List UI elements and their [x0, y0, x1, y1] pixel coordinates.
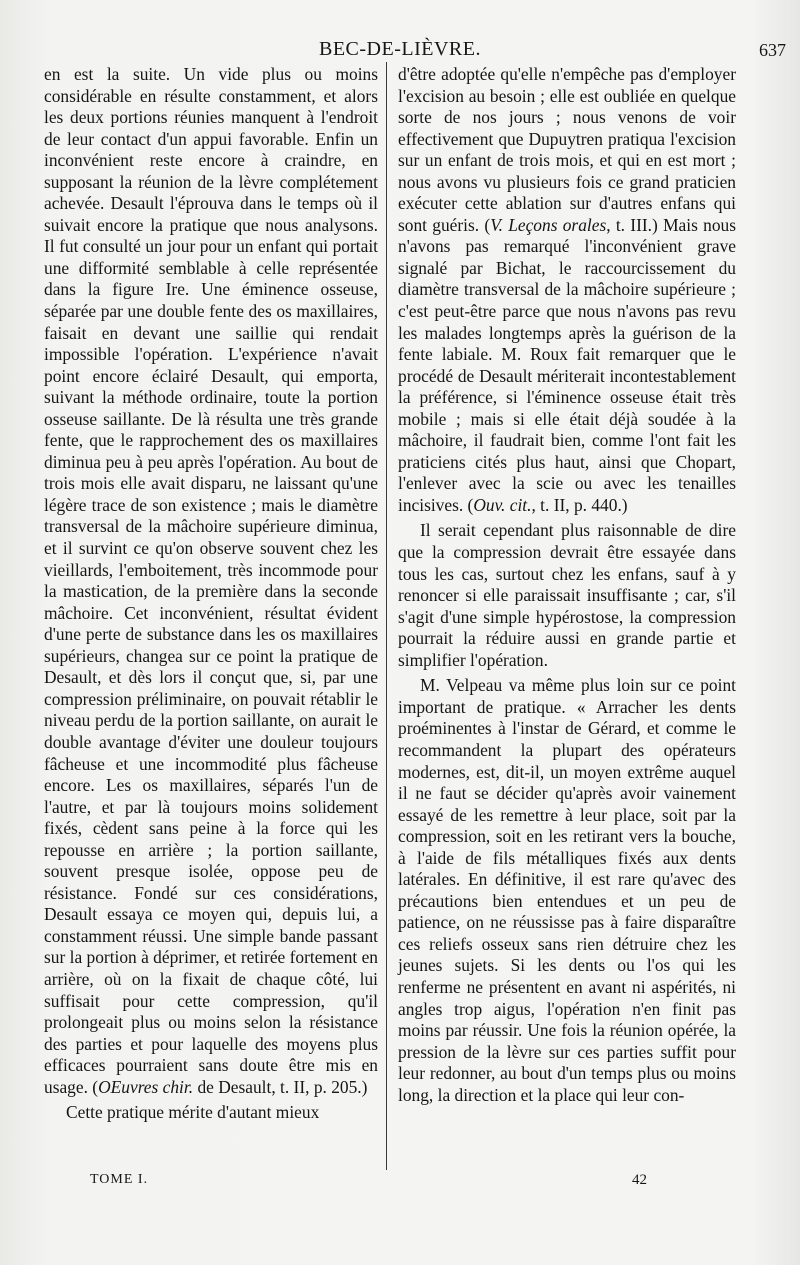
column-rule — [386, 62, 387, 1170]
citation-ref: de Desault, t. II, p. 205.) — [193, 1076, 368, 1097]
paragraph — [44, 64, 378, 1098]
paragraph-text: , t. III.) Mais nous n'avons pas remarqué l'inconvénient grave signalé par Bichat, le raccourcissement du diamètre transversal de la mâchoire supérieure ; c'est peut-être parce que nous n'avons pas revu les malades longtemps après la guérison de la fente labiale. M. Roux fait remarquer que le procédé de Desault mériterait incontestablement la préférence, si l'éminence osseuse était très mobile ; mais si elle était déjà soudée à la mâchoire, il faudrait bien, comme l'ont fait les praticiens cités plus haut, ainsi que Chopart, l'enlever avec la scie ou avec les tenailles incisives. ( — [398, 214, 736, 515]
left-column — [44, 64, 378, 1124]
citation-title: V. Leçons orales — [490, 214, 607, 235]
citation-title: Ouv. cit. — [473, 494, 532, 515]
paragraph: Cette pratique mérite d'autant mieux — [66, 1102, 320, 1123]
running-title: BEC-DE-LIÈVRE. — [319, 38, 481, 60]
running-head — [0, 38, 800, 66]
paragraph: Il serait cependant plus raisonnable de dire que la compression devrait être essayée dans tous les cas, surtout chez les enfans, sauf à y renoncer si elle paraissait insuffisante ; car, s'il s'agit d'une simple hypérostose, la compression pourrait la réduire aussi en grande partie et simplifier l'opération. — [398, 520, 736, 670]
citation-title: OEuvres chir. — [98, 1076, 194, 1097]
paragraph — [398, 64, 736, 516]
paragraph: M. Velpeau va même plus loin sur ce point important de pratique. « Arracher les dents proéminentes à l'instar de Gérard, et comme le recommandent la plupart des opérateurs modernes, est, dit-il, un moyen extrême auquel il ne faut se décider qu'après avoir vainement essayé de les remettre à leur place, soit par la compression, soit en les retirant vers la bouche, à l'aide de fils métalliques fixés aux dents latérales. En définitive, il est rare qu'avec des précautions bien entendues et un peu de patience, on ne réussisse pas à faire disparaître ces reliefs osseux sans rien détruire chez les jeunes sujets. Si les dents ou l'os qui les renferme ne présentent en avant ni aspérités, ni angles trop aigus, l'opération n'en finit pas moins par réussir. Une fois la réunion opérée, la pression de la lèvre sur ces parties suffit pour leur redonner, au bout d'un temps plus ou moins long, la direction et la place qui leur con- — [398, 675, 736, 1105]
right-column — [398, 64, 736, 1106]
page-number: 637 — [759, 40, 786, 60]
citation-ref: , t. II, p. 440.) — [531, 494, 628, 515]
paragraph-text: en est la suite. Un vide plus ou moins considérable en résulte constamment, et alors les deux portions réunies manquent à l'endroit de leur contact d'un appui favorable. Enfin un inconvénient reste encore à craindre, en supposant la réunion de la lèvre complétement achevée. Desault l'éprouva dans le temps où il suivait encore la pratique que nous analysons. Il fut consulté un jour pour un enfant qui portait une difformité semblable à celle représentée dans la figure Ire. Une éminence osseuse, séparée par une double fente des os maxillaires, faisait en devant une saillie qui rendait impossible l'opération. L'expérience n'avait point encore éclairé Desault, qui emporta, suivant la méthode ordinaire, toute la portion osseuse saillante. De là résulta une très grande fente, que le rapprochement des os maxillaires diminua peu à peu après l'opération. Au bout de trois mois elle avait disparu, ne laissant qu'une légère trace de son existence ; mais le diamètre transversal de la mâchoire supérieure diminua, et il survint ce qu'on observe souvent chez les vieillards, l'emboitement, très incommode pour la mastication, de la première dans la seconde mâchoire. Cet inconvénient, résultat évident d'une perte de substance dans les os maxillaires supérieurs, changea sur ce point la pratique de Desault, et dès lors il conçut que, si, par une compression préliminaire, on pouvait rétablir le niveau perdu de la portion saillante, on aurait le double avantage d'éviter une douleur toujours fâcheuse et une incommodité plus fâcheuse encore. Les os maxillaires, séparés l'un de l'autre, et par là toujours moins solidement fixés, cèdent sans peine à la force qui les repousse en arrière ; la portion saillante, souvent presque isolée, oppose peu de résistance. Fondé sur ces considérations, Desault essaya ce moyen qui, depuis lui, a constamment réussi. Une simple bande passant sur la portion à déprimer, et retirée fortement en arrière, où on la fixait de chaque côté, lui suffisait pour cette compression, qu'il prolongeait plus ou moins selon la résistance des parties et pour laquelle des moyens plus efficaces pourraient sans doute être mis en usage. ( — [44, 64, 378, 1097]
footer — [0, 1172, 800, 1196]
paragraph-text: d'être adoptée qu'elle n'empêche pas d'employer l'excision au besoin ; elle est oubliée en quelque sorte de nos jours ; nous venons de voir effectivement que Dupuytren pratiqua l'excision sur un enfant de trois mois, et qui en est mort ; nous avons vu plusieurs fois ce grand praticien exécuter cette ablation sur d'autres enfans qui sont guéris. ( — [398, 64, 736, 235]
volume-label: TOME I. — [90, 1172, 149, 1187]
signature-mark: 42 — [632, 1172, 647, 1188]
